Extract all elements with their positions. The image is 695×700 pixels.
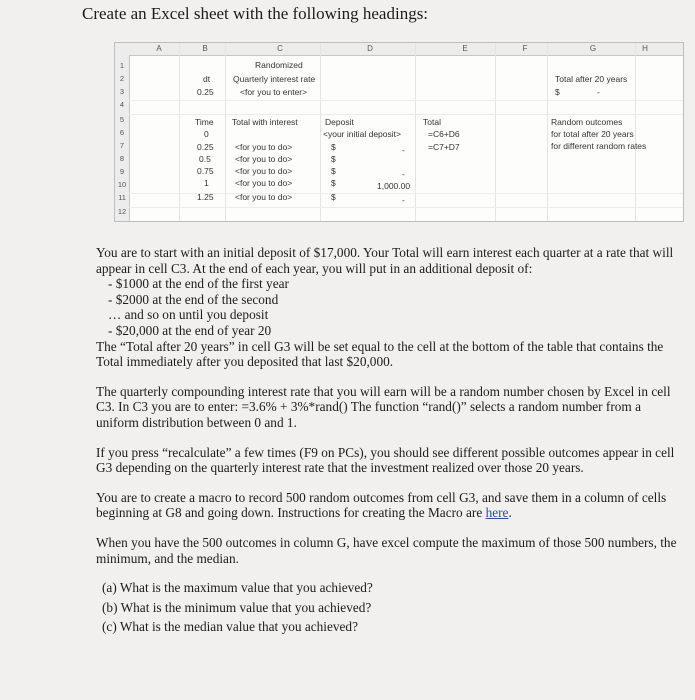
cell-d5: Deposit [325, 117, 354, 127]
cell-c10: <for you to do> [235, 178, 293, 188]
paragraph-total: The “Total after 20 years” in cell G3 will be set equal to the cell at the bottom of the table that contains the Total immediately after you deposited that last $20,000. [96, 338, 664, 370]
cell-g6: for total after 20 years [551, 129, 634, 139]
cell-c9: <for you to do> [235, 166, 293, 176]
col-d: D [367, 44, 373, 53]
column-header-bar [115, 43, 683, 56]
row-6: 6 [119, 128, 125, 137]
cell-d8: $ [331, 154, 336, 164]
col-h: H [642, 44, 648, 53]
bullet-2: - $2000 at the end of the second [108, 291, 279, 307]
row-10: 10 [117, 180, 127, 189]
row-4: 4 [119, 100, 125, 109]
bullet-1: - $1000 at the end of the first year [108, 276, 289, 292]
macro-period: . [508, 505, 512, 521]
paragraph-intro: You are to start with an initial deposit of $17,000. Your Total will earn interest each quarter at a rate that will appear in cell C3. At the end of each year, you will put in an additional deposit of: [96, 245, 674, 276]
cell-g3: $ [555, 87, 560, 97]
question-b: (b) What is the minimum value that you achieved? [102, 599, 372, 615]
cell-b8: 0.5 [199, 154, 211, 164]
row-header-bar [115, 55, 130, 221]
row-7: 7 [119, 141, 125, 150]
cell-d7-value: - [402, 145, 405, 155]
cell-d10: $ [331, 178, 336, 188]
cell-b5: Time [195, 117, 214, 127]
instructions [96, 245, 686, 635]
cell-c2: Quarterly interest rate [233, 74, 316, 84]
cell-g7: for different random rates [551, 141, 647, 151]
macro-text: You are to create a macro to record 500 random outcomes from cell G3, and save them in a column of cells beginning at G8 and going down. Instructions for creating the Macro are [96, 489, 667, 521]
col-e: E [462, 44, 468, 53]
cell-c3: <for you to enter> [240, 87, 308, 97]
cell-e5: Total [423, 117, 441, 127]
cell-d6: <your initial deposit> [323, 129, 401, 139]
cell-c11: <for you to do> [235, 192, 293, 202]
spreadsheet-image [114, 42, 684, 222]
cell-c8: <for you to do> [235, 154, 293, 164]
cell-b10: 1 [204, 178, 209, 188]
row-5: 5 [119, 115, 125, 124]
question-a: (a) What is the maximum value that you achieved? [102, 580, 373, 596]
cell-c7: <for you to do> [235, 142, 293, 152]
cell-d9-value: - [402, 169, 405, 179]
row-12: 12 [117, 207, 127, 216]
cell-b11: 1.25 [197, 192, 214, 202]
paragraph-compute: When you have the 500 outcomes in column G, have excel compute the maximum of those 500 numbers, the minimum, and the median. [96, 534, 677, 566]
row-9: 9 [119, 167, 125, 176]
row-8: 8 [119, 154, 125, 163]
cell-e7: =C7+D7 [428, 142, 460, 152]
col-a: A [156, 44, 162, 53]
col-g: G [589, 44, 597, 53]
cell-d11: $ [331, 192, 336, 202]
col-c: C [277, 44, 283, 53]
cell-b2: dt [203, 74, 211, 84]
cell-c5: Total with interest [232, 117, 298, 127]
cell-d11-value: - [402, 195, 405, 205]
row-3: 3 [119, 87, 125, 96]
bullet-4: - $20,000 at the end of year 20 [108, 322, 272, 338]
question-c: (c) What is the median value that you achieved? [102, 619, 358, 635]
macro-instructions-link[interactable]: here [485, 505, 509, 521]
cell-d7: $ [331, 142, 336, 152]
row-11: 11 [118, 193, 126, 202]
cell-g2: Total after 20 years [555, 74, 628, 84]
cell-d10-value: 1,000.00 [377, 181, 411, 191]
paragraph-rate: The quarterly compounding interest rate that you will earn will be a random number chosen by Excel in cell C3. In C3 you are to enter: =3.6% + 3%*rand() The function “rand()” selects a random number from a uniform distribution between 0 and 1. [96, 383, 671, 430]
paragraph-recalc: If you press “recalculate” a few times (F9 on PCs), you should see different possible outcomes appear in cell G3 depending on the quarterly interest rate that the investment realized over those 20 years. [96, 444, 675, 476]
row-2: 2 [119, 74, 125, 83]
cell-d9: $ [331, 166, 336, 176]
page-title: Create an Excel sheet with the following headings: [82, 4, 429, 23]
cell-b6: 0 [204, 129, 209, 139]
cell-b7: 0.25 [197, 142, 214, 152]
cell-c1: Randomized [255, 60, 303, 70]
cell-e6: =C6+D6 [428, 129, 460, 139]
cell-g3-value: - [597, 87, 600, 97]
bullet-3: … and so on until you deposit [108, 307, 269, 323]
col-b: B [202, 44, 208, 53]
cell-b3: 0.25 [197, 87, 214, 97]
cell-b9: 0.75 [197, 166, 214, 176]
cell-g5: Random outcomes [551, 117, 623, 127]
row-1: 1 [119, 61, 125, 70]
paragraph-macro [96, 490, 686, 521]
col-f: F [522, 44, 528, 53]
